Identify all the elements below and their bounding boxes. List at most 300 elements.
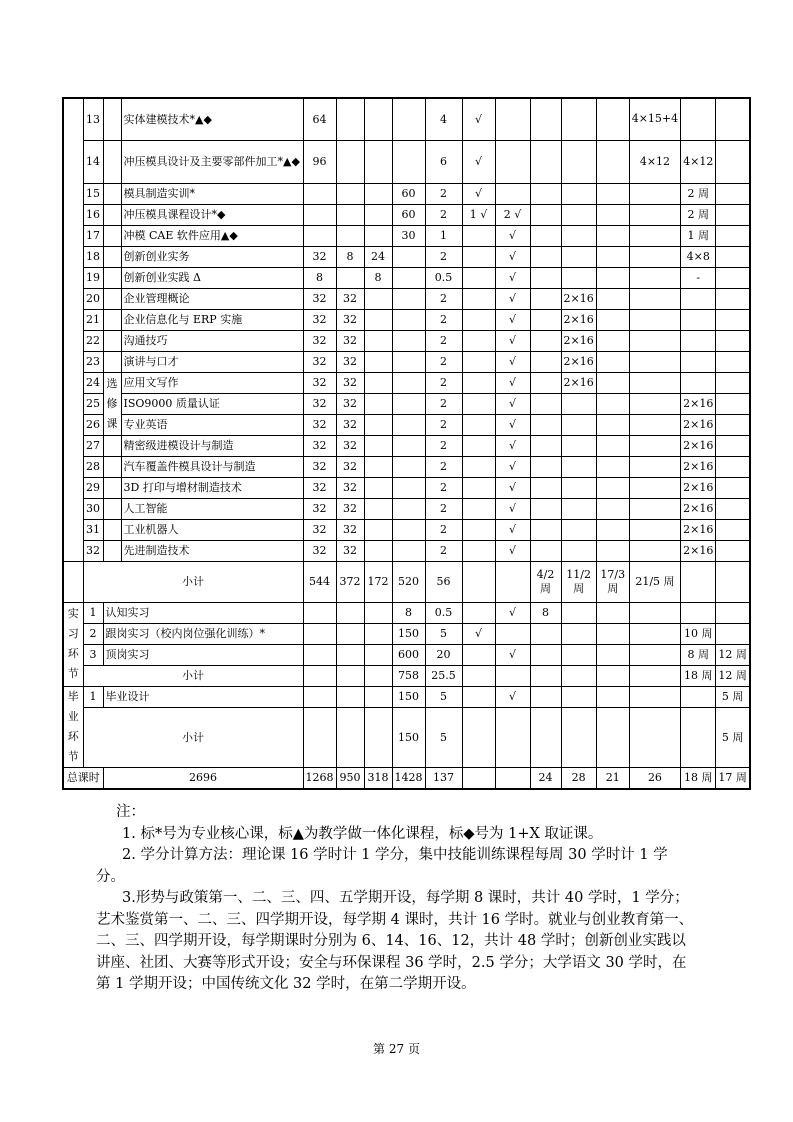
course-credit: 2 bbox=[425, 393, 462, 414]
course-s5: 2×16 bbox=[681, 519, 716, 540]
course-theory bbox=[336, 204, 364, 225]
course-theory: 32 bbox=[336, 414, 364, 435]
course-no: 32 bbox=[83, 540, 103, 561]
course-theory bbox=[336, 183, 364, 204]
subtotal-row bbox=[63, 561, 750, 602]
category-cell bbox=[103, 435, 121, 456]
practice-credit: 20 bbox=[425, 644, 462, 665]
course-exam bbox=[462, 477, 495, 498]
course-s5: 2×16 bbox=[681, 414, 716, 435]
course-s5: 4×12 bbox=[681, 140, 716, 183]
total-row bbox=[63, 767, 750, 789]
course-credit: 4 bbox=[425, 98, 462, 140]
practice-name: 顶岗实习 bbox=[103, 644, 303, 665]
category-cell bbox=[103, 519, 121, 540]
course-no: 24 bbox=[83, 372, 103, 393]
course-s1 bbox=[530, 267, 561, 288]
course-no: 23 bbox=[83, 351, 103, 372]
course-s1 bbox=[530, 351, 561, 372]
course-s3 bbox=[596, 540, 629, 561]
course-s6 bbox=[716, 204, 750, 225]
practice-no: 2 bbox=[83, 623, 103, 644]
course-credit: 1 bbox=[425, 225, 462, 246]
total-s2: 28 bbox=[561, 767, 596, 789]
course-row bbox=[63, 393, 750, 414]
course-practice bbox=[364, 414, 392, 435]
category-cell bbox=[103, 246, 121, 267]
total-practice: 318 bbox=[364, 767, 392, 789]
course-s2: 2×16 bbox=[561, 288, 596, 309]
course-s3 bbox=[596, 435, 629, 456]
course-no: 22 bbox=[83, 330, 103, 351]
course-s3 bbox=[596, 204, 629, 225]
course-name: 人工智能 bbox=[121, 498, 303, 519]
note-1: 1. 标*号为专业核心课，标▲为教学做一体化课程，标◆号为 1+X 取证课。 bbox=[122, 825, 603, 842]
course-row bbox=[63, 330, 750, 351]
course-exam bbox=[462, 288, 495, 309]
subtotal-credit: 56 bbox=[425, 561, 462, 602]
course-s5 bbox=[681, 330, 716, 351]
course-row bbox=[63, 519, 750, 540]
course-s3 bbox=[596, 330, 629, 351]
curriculum-table bbox=[62, 97, 751, 790]
course-name: 创新创业实务 bbox=[121, 246, 303, 267]
category-cell bbox=[103, 330, 121, 351]
course-s4 bbox=[629, 393, 680, 414]
course-s4: 4×15+4 bbox=[629, 98, 680, 140]
course-s3 bbox=[596, 98, 629, 140]
course-name: ISO9000 质量认证 bbox=[121, 393, 303, 414]
course-s1 bbox=[530, 519, 561, 540]
course-check: √ bbox=[495, 351, 530, 372]
course-s6 bbox=[716, 435, 750, 456]
course-row bbox=[63, 414, 750, 435]
course-total: 96 bbox=[303, 140, 336, 183]
practice-name: 认知实习 bbox=[103, 602, 303, 623]
practice-credit: 0.5 bbox=[425, 602, 462, 623]
course-s4: 4×12 bbox=[629, 140, 680, 183]
course-s2: 2×16 bbox=[561, 330, 596, 351]
total-theory: 950 bbox=[336, 767, 364, 789]
course-s5: 4×8 bbox=[681, 246, 716, 267]
course-total: 32 bbox=[303, 435, 336, 456]
course-s3 bbox=[596, 477, 629, 498]
summary-rows bbox=[63, 561, 750, 789]
subtotal-s2: 11/2 周 bbox=[561, 561, 596, 602]
course-s6 bbox=[716, 351, 750, 372]
elective-label: 选修课 bbox=[103, 372, 121, 435]
course-s2 bbox=[561, 225, 596, 246]
course-s3 bbox=[596, 267, 629, 288]
course-theory bbox=[336, 98, 364, 140]
subtotal-s4: 21/5 周 bbox=[629, 561, 680, 602]
course-exam bbox=[462, 414, 495, 435]
total-s4: 26 bbox=[629, 767, 680, 789]
course-s4 bbox=[629, 246, 680, 267]
course-s2: 2×16 bbox=[561, 351, 596, 372]
course-s4 bbox=[629, 519, 680, 540]
course-name: 实体建模技术*▲◆ bbox=[121, 98, 303, 140]
course-exam bbox=[462, 435, 495, 456]
course-s2: 2×16 bbox=[561, 309, 596, 330]
course-check: √ bbox=[495, 498, 530, 519]
course-no: 25 bbox=[83, 393, 103, 414]
course-s2: 2×16 bbox=[561, 372, 596, 393]
total-hours: 2696 bbox=[103, 767, 303, 789]
course-check: √ bbox=[495, 288, 530, 309]
course-week bbox=[392, 98, 425, 140]
course-total: 32 bbox=[303, 414, 336, 435]
course-credit: 2 bbox=[425, 414, 462, 435]
course-practice bbox=[364, 330, 392, 351]
course-row bbox=[63, 225, 750, 246]
course-s2 bbox=[561, 140, 596, 183]
course-practice bbox=[364, 309, 392, 330]
course-total: 32 bbox=[303, 372, 336, 393]
graduation-subtotal-label: 小计 bbox=[83, 707, 303, 767]
practice-no: 3 bbox=[83, 644, 103, 665]
course-credit: 2 bbox=[425, 435, 462, 456]
course-row bbox=[63, 246, 750, 267]
course-total: 32 bbox=[303, 246, 336, 267]
course-s2 bbox=[561, 519, 596, 540]
course-s5 bbox=[681, 309, 716, 330]
course-week bbox=[392, 309, 425, 330]
course-week bbox=[392, 393, 425, 414]
course-no: 28 bbox=[83, 456, 103, 477]
course-s5 bbox=[681, 98, 716, 140]
course-row bbox=[63, 288, 750, 309]
course-practice: 24 bbox=[364, 246, 392, 267]
course-credit: 2 bbox=[425, 330, 462, 351]
course-theory: 32 bbox=[336, 477, 364, 498]
course-no: 29 bbox=[83, 477, 103, 498]
course-s1 bbox=[530, 498, 561, 519]
course-row bbox=[63, 477, 750, 498]
course-total: 32 bbox=[303, 498, 336, 519]
course-s3 bbox=[596, 225, 629, 246]
course-s3 bbox=[596, 519, 629, 540]
course-name: 演讲与口才 bbox=[121, 351, 303, 372]
course-week bbox=[392, 414, 425, 435]
course-no: 27 bbox=[83, 435, 103, 456]
course-s2 bbox=[561, 98, 596, 140]
course-no: 30 bbox=[83, 498, 103, 519]
course-s5: 2×16 bbox=[681, 393, 716, 414]
course-theory bbox=[336, 140, 364, 183]
category-cell bbox=[103, 98, 121, 140]
course-s1 bbox=[530, 309, 561, 330]
course-s4 bbox=[629, 435, 680, 456]
practice-credit: 5 bbox=[425, 623, 462, 644]
course-week bbox=[392, 372, 425, 393]
subtotal-practice: 172 bbox=[364, 561, 392, 602]
course-s1 bbox=[530, 204, 561, 225]
course-row bbox=[63, 351, 750, 372]
course-s4 bbox=[629, 372, 680, 393]
course-total bbox=[303, 183, 336, 204]
course-row bbox=[63, 204, 750, 225]
course-week: 30 bbox=[392, 225, 425, 246]
course-check bbox=[495, 98, 530, 140]
course-check: √ bbox=[495, 435, 530, 456]
course-exam bbox=[462, 309, 495, 330]
course-total: 32 bbox=[303, 477, 336, 498]
course-exam: √ bbox=[462, 140, 495, 183]
course-s3 bbox=[596, 456, 629, 477]
course-s1 bbox=[530, 183, 561, 204]
course-s5: 1 周 bbox=[681, 225, 716, 246]
course-s6 bbox=[716, 183, 750, 204]
note-2: 2. 学分计算方法：理论课 16 学时计 1 学分，集中技能训练课程每周 30 学时计 1 学分。 bbox=[96, 847, 668, 885]
graduation-check: √ bbox=[495, 686, 530, 707]
course-s1 bbox=[530, 140, 561, 183]
course-s3 bbox=[596, 246, 629, 267]
practice-section-label: 实习环节 bbox=[63, 602, 83, 686]
course-credit: 2 bbox=[425, 183, 462, 204]
course-exam bbox=[462, 393, 495, 414]
course-week bbox=[392, 140, 425, 183]
course-row bbox=[63, 540, 750, 561]
course-s5: 2 周 bbox=[681, 204, 716, 225]
course-theory: 32 bbox=[336, 330, 364, 351]
course-name: 专业英语 bbox=[121, 414, 303, 435]
course-s2 bbox=[561, 435, 596, 456]
course-s4 bbox=[629, 456, 680, 477]
course-s1 bbox=[530, 288, 561, 309]
course-theory: 32 bbox=[336, 435, 364, 456]
category-cell bbox=[103, 225, 121, 246]
course-s4 bbox=[629, 330, 680, 351]
course-s3 bbox=[596, 351, 629, 372]
course-practice bbox=[364, 140, 392, 183]
category-cell bbox=[103, 351, 121, 372]
graduation-section-label: 毕业环节 bbox=[63, 686, 83, 767]
course-total: 32 bbox=[303, 456, 336, 477]
graduation-row bbox=[63, 686, 750, 707]
course-week: 60 bbox=[392, 204, 425, 225]
course-theory: 32 bbox=[336, 309, 364, 330]
course-s5: 2×16 bbox=[681, 477, 716, 498]
course-name: 模具制造实训* bbox=[121, 183, 303, 204]
course-s3 bbox=[596, 498, 629, 519]
course-s2 bbox=[561, 540, 596, 561]
graduation-subtotal-week: 150 bbox=[392, 707, 425, 767]
course-no: 15 bbox=[83, 183, 103, 204]
practice-row-1 bbox=[63, 602, 750, 623]
course-total: 32 bbox=[303, 288, 336, 309]
course-rows bbox=[63, 98, 750, 561]
subtotal-s1: 4/2 周 bbox=[530, 561, 561, 602]
graduation-subtotal-row bbox=[63, 707, 750, 767]
course-no: 31 bbox=[83, 519, 103, 540]
course-theory: 32 bbox=[336, 393, 364, 414]
category-cell bbox=[103, 456, 121, 477]
course-s5: 2×16 bbox=[681, 435, 716, 456]
course-name: 工业机器人 bbox=[121, 519, 303, 540]
course-total bbox=[303, 204, 336, 225]
course-check: √ bbox=[495, 456, 530, 477]
course-credit: 2 bbox=[425, 540, 462, 561]
course-no: 16 bbox=[83, 204, 103, 225]
practice-check: √ bbox=[495, 602, 530, 623]
course-row bbox=[63, 498, 750, 519]
course-s4 bbox=[629, 225, 680, 246]
course-s6 bbox=[716, 225, 750, 246]
course-exam bbox=[462, 372, 495, 393]
category-cell bbox=[103, 498, 121, 519]
course-theory: 32 bbox=[336, 498, 364, 519]
course-week bbox=[392, 498, 425, 519]
course-credit: 2 bbox=[425, 456, 462, 477]
course-s3 bbox=[596, 414, 629, 435]
course-week bbox=[392, 330, 425, 351]
course-s4 bbox=[629, 267, 680, 288]
course-practice bbox=[364, 477, 392, 498]
course-week bbox=[392, 246, 425, 267]
course-exam bbox=[462, 540, 495, 561]
total-s6: 17 周 bbox=[716, 767, 750, 789]
course-check: √ bbox=[495, 330, 530, 351]
course-s6 bbox=[716, 267, 750, 288]
course-s6 bbox=[716, 140, 750, 183]
course-s2 bbox=[561, 267, 596, 288]
course-practice bbox=[364, 98, 392, 140]
course-credit: 2 bbox=[425, 309, 462, 330]
course-credit: 2 bbox=[425, 204, 462, 225]
course-s1 bbox=[530, 330, 561, 351]
course-exam: 1 √ bbox=[462, 204, 495, 225]
course-practice bbox=[364, 435, 392, 456]
practice-subtotal-week: 758 bbox=[392, 665, 425, 686]
course-total: 32 bbox=[303, 351, 336, 372]
course-total: 32 bbox=[303, 330, 336, 351]
practice-name: 跟岗实习（校内岗位强化训练）* bbox=[103, 623, 303, 644]
notes-title: 注： bbox=[116, 804, 145, 820]
course-practice bbox=[364, 225, 392, 246]
course-check: √ bbox=[495, 414, 530, 435]
practice-s6: 12 周 bbox=[716, 644, 750, 665]
course-s1 bbox=[530, 98, 561, 140]
course-no: 26 bbox=[83, 414, 103, 435]
course-practice bbox=[364, 204, 392, 225]
practice-s1: 8 bbox=[530, 602, 561, 623]
course-s5: - bbox=[681, 267, 716, 288]
total-s3: 21 bbox=[596, 767, 629, 789]
course-total bbox=[303, 225, 336, 246]
course-s6 bbox=[716, 519, 750, 540]
course-s6 bbox=[716, 414, 750, 435]
course-row bbox=[63, 140, 750, 183]
course-s1 bbox=[530, 456, 561, 477]
course-week bbox=[392, 477, 425, 498]
course-name: 冲模 CAE 软件应用▲◆ bbox=[121, 225, 303, 246]
course-s3 bbox=[596, 183, 629, 204]
left-margin-cell bbox=[63, 98, 83, 561]
course-name: 冲压模具设计及主要零部件加工*▲◆ bbox=[121, 140, 303, 183]
course-exam: √ bbox=[462, 98, 495, 140]
course-practice bbox=[364, 456, 392, 477]
course-total: 64 bbox=[303, 98, 336, 140]
course-week bbox=[392, 351, 425, 372]
course-s2 bbox=[561, 456, 596, 477]
course-exam bbox=[462, 351, 495, 372]
course-check: √ bbox=[495, 519, 530, 540]
course-s3 bbox=[596, 372, 629, 393]
course-name: 先进制造技术 bbox=[121, 540, 303, 561]
category-cell bbox=[103, 140, 121, 183]
course-s4 bbox=[629, 204, 680, 225]
course-s2 bbox=[561, 183, 596, 204]
category-cell bbox=[103, 288, 121, 309]
course-row bbox=[63, 435, 750, 456]
category-cell bbox=[103, 477, 121, 498]
course-name: 汽车覆盖件模具设计与制造 bbox=[121, 456, 303, 477]
course-check: 2 √ bbox=[495, 204, 530, 225]
total-s5: 18 周 bbox=[681, 767, 716, 789]
total-s1: 24 bbox=[530, 767, 561, 789]
course-s4 bbox=[629, 288, 680, 309]
course-practice: 8 bbox=[364, 267, 392, 288]
course-s1 bbox=[530, 477, 561, 498]
graduation-no: 1 bbox=[83, 686, 103, 707]
course-row bbox=[63, 98, 750, 140]
course-theory: 32 bbox=[336, 456, 364, 477]
course-name: 精密级进模设计与制造 bbox=[121, 435, 303, 456]
course-row bbox=[63, 456, 750, 477]
course-total: 32 bbox=[303, 309, 336, 330]
category-cell bbox=[103, 267, 121, 288]
course-s5: 2×16 bbox=[681, 456, 716, 477]
course-week bbox=[392, 456, 425, 477]
course-total: 32 bbox=[303, 393, 336, 414]
course-s2 bbox=[561, 246, 596, 267]
course-check bbox=[495, 183, 530, 204]
course-exam bbox=[462, 330, 495, 351]
course-s5: 2×16 bbox=[681, 540, 716, 561]
course-name: 创新创业实践 Δ bbox=[121, 267, 303, 288]
course-s6 bbox=[716, 393, 750, 414]
course-no: 20 bbox=[83, 288, 103, 309]
course-no: 14 bbox=[83, 140, 103, 183]
practice-subtotal-row bbox=[63, 665, 750, 686]
course-check: √ bbox=[495, 246, 530, 267]
subtotal-total: 544 bbox=[303, 561, 336, 602]
course-total: 32 bbox=[303, 519, 336, 540]
course-total: 8 bbox=[303, 267, 336, 288]
course-theory bbox=[336, 267, 364, 288]
course-credit: 2 bbox=[425, 477, 462, 498]
course-s4 bbox=[629, 351, 680, 372]
course-week bbox=[392, 288, 425, 309]
course-name: 冲压模具课程设计*◆ bbox=[121, 204, 303, 225]
practice-week: 600 bbox=[392, 644, 425, 665]
course-s6 bbox=[716, 456, 750, 477]
category-cell bbox=[103, 183, 121, 204]
course-total: 32 bbox=[303, 540, 336, 561]
graduation-name: 毕业设计 bbox=[103, 686, 303, 707]
course-row bbox=[63, 309, 750, 330]
course-check: √ bbox=[495, 393, 530, 414]
course-theory: 32 bbox=[336, 519, 364, 540]
course-s1 bbox=[530, 414, 561, 435]
course-theory bbox=[336, 225, 364, 246]
course-s2 bbox=[561, 414, 596, 435]
course-s4 bbox=[629, 309, 680, 330]
course-s5: 2×16 bbox=[681, 498, 716, 519]
course-check: √ bbox=[495, 309, 530, 330]
course-name: 3D 打印与增材制造技术 bbox=[121, 477, 303, 498]
